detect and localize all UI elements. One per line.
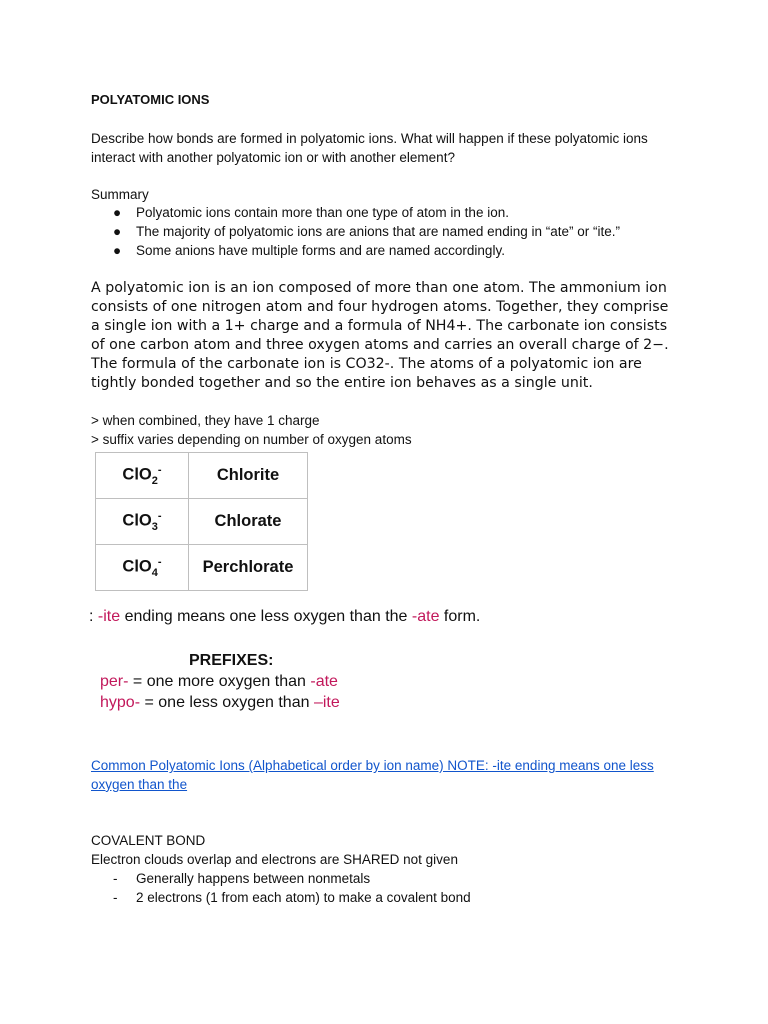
covalent-list (110, 870, 471, 908)
ion-name: Chlorate (189, 499, 308, 545)
ion-formula: ClO$_2$- (96, 453, 189, 499)
table-row (96, 499, 308, 545)
note-line: > when combined, they have 1 charge (91, 413, 320, 428)
bullet-icon: ● (113, 242, 122, 258)
notes (91, 412, 412, 450)
ion-name: Perchlorate (189, 545, 308, 591)
common-polyatomic-ions-link[interactable]: Common Polyatomic Ions (Alphabetical order by ion name) NOTE: -ite ending means one less oxygen than the (91, 758, 654, 792)
per-prefix-line: per- = one more oxygen than -ate (100, 673, 338, 690)
list-item: - Generally happens between nonmetals (110, 870, 471, 889)
covalent-bond-description: Electron clouds overlap and electrons are SHARED not given (91, 852, 458, 867)
table-row (96, 453, 308, 499)
covalent-bond-heading: COVALENT BOND (91, 833, 206, 848)
bullet-icon: ● (113, 223, 122, 239)
list-item: - 2 electrons (1 from each atom) to make a covalent bond (110, 889, 471, 908)
question-text: Describe how bonds are formed in polyatomic ions. What will happen if these polyatomic ions interact with another polyatomic ion or with another element? (91, 131, 648, 165)
prefixes-title: PREFIXES: (189, 652, 274, 669)
polyatomic-ion-paragraph: A polyatomic ion is an ion composed of more than one atom. The ammonium ion consists of one nitrogen atom and four hydrogen atoms. Together, they comprise a single ion with a 1+ charge and a formula of NH4+. The carbonate ion consists of one carbon atom and three oxygen atoms and carries an overall charge of 2−. The formula of the carbonate ion is CO32-. The atoms of a polyatomic ion are tightly bonded together and so the entire ion behaves as a single unit. (91, 280, 669, 391)
dash-icon: - (113, 889, 118, 905)
ion-name: Chlorite (189, 453, 308, 499)
list-item: ● Polyatomic ions contain more than one type of atom in the ion. (110, 204, 710, 223)
note-line: > suffix varies depending on number of oxygen atoms (91, 431, 412, 447)
page-title: POLYATOMIC IONS (91, 92, 210, 107)
table-row (96, 545, 308, 591)
ion-table (95, 452, 308, 591)
prefixes-figure (100, 650, 340, 713)
list-item: ● Some anions have multiple forms and are named accordingly. (110, 242, 710, 261)
ite-ending-rule: : -ite ending means one less oxygen than the -ate form. (89, 608, 481, 625)
hypo-prefix-line: hypo- = one less oxygen than –ite (100, 694, 340, 711)
summary-heading: Summary (91, 187, 149, 202)
bullet-icon: ● (113, 205, 122, 220)
ion-formula: ClO$_4$- (96, 545, 189, 591)
dash-icon: - (113, 871, 118, 886)
summary-list (110, 204, 710, 260)
list-item: ● The majority of polyatomic ions are anions that are named ending in “ate” or “ite.” (110, 223, 710, 242)
ion-formula: ClO$_3$- (96, 499, 189, 545)
